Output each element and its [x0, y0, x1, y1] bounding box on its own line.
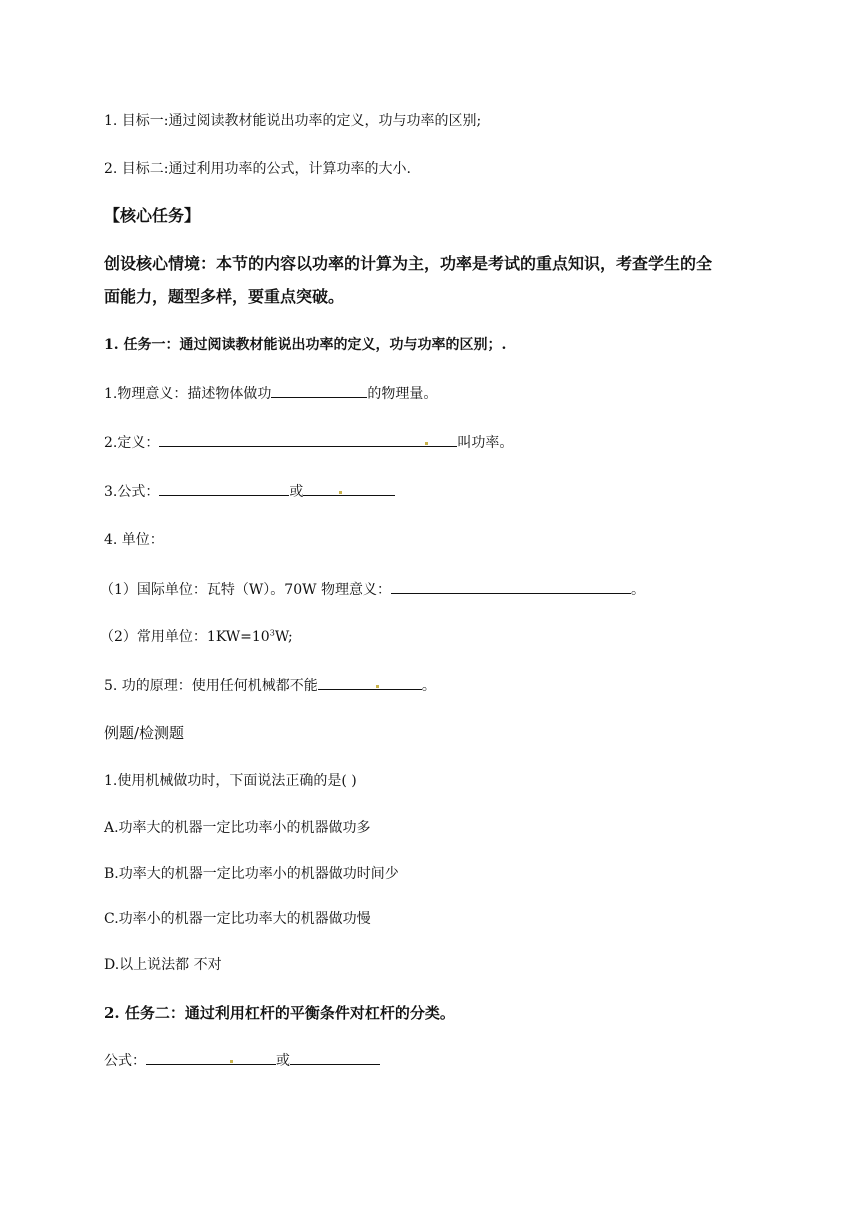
examples-heading: 例题/检测题 — [104, 724, 185, 742]
core-task-heading: 【核心任务】 — [104, 206, 201, 225]
formula-line — [104, 481, 395, 502]
definition-line — [104, 432, 513, 453]
formula-or: 或 — [289, 484, 304, 500]
intl-unit-label: （1）国际单位：瓦特（W）。70W 物理意义： — [100, 582, 391, 598]
task1-title: 1. 任务一：通过阅读教材能说出功率的定义，功与功率的区别；. — [104, 337, 507, 353]
principle-blank[interactable] — [318, 675, 422, 690]
task2-formula-label: 公式： — [104, 1053, 146, 1069]
task2-formula-line — [104, 1050, 380, 1071]
formula-label: 3.公式： — [104, 484, 160, 500]
principle-suffix: 。 — [421, 678, 436, 694]
principle-line — [104, 675, 436, 696]
physics-meaning-blank[interactable] — [271, 383, 367, 398]
task2-formula-or: 或 — [276, 1053, 290, 1069]
common-unit-line — [100, 627, 293, 647]
scenario-line-1: 创设核心情境：本节的内容以功率的计算为主，功率是考试的重点知识，考查学生的全 — [104, 254, 713, 273]
option-c: C.功率小的机器一定比功率大的机器做功慢 — [104, 911, 371, 927]
definition-blank[interactable] — [159, 432, 457, 447]
definition-label: 2.定义： — [104, 435, 160, 451]
principle-label: 5. 功的原理：使用任何机械都不能 — [104, 678, 318, 694]
question-stem: 1.使用机械做功时，下面说法正确的是( ) — [104, 773, 357, 789]
task2-title: 2. 任务二：通过利用杠杆的平衡条件对杠杆的分类。 — [104, 1004, 455, 1022]
option-a: A.功率大的机器一定比功率小的机器做功多 — [104, 820, 371, 836]
unit-label: 4. 单位： — [104, 532, 164, 548]
task2-formula-blank-1[interactable] — [146, 1050, 276, 1065]
option-b: B.功率大的机器一定比功率小的机器做功时间少 — [104, 866, 399, 882]
intl-unit-line — [100, 579, 645, 600]
task2-formula-blank-2[interactable] — [290, 1050, 380, 1065]
formula-blank-1[interactable] — [159, 481, 289, 496]
definition-suffix: 叫功率。 — [457, 435, 514, 451]
common-unit-exponent: 3 — [269, 628, 275, 638]
intl-unit-suffix: 。 — [630, 582, 645, 598]
goal-2: 2. 目标二:通过利用功率的公式，计算功率的大小. — [104, 161, 411, 177]
intl-unit-blank[interactable] — [391, 579, 631, 594]
scenario-line-2: 面能力，题型多样，要重点突破。 — [104, 287, 345, 306]
option-d: D.以上说法都 不对 — [104, 957, 222, 973]
formula-blank-2[interactable] — [303, 481, 395, 496]
common-unit-text: （2）常用单位：1KW=10 — [100, 629, 270, 645]
common-unit-unit: W; — [274, 629, 293, 645]
physics-meaning-label: 1.物理意义：描述物体做功 — [104, 386, 272, 402]
physics-meaning-suffix: 的物理量。 — [367, 386, 438, 402]
goal-1: 1. 目标一:通过阅读教材能说出功率的定义，功与功率的区别; — [104, 113, 482, 129]
physics-meaning-line — [104, 383, 437, 404]
